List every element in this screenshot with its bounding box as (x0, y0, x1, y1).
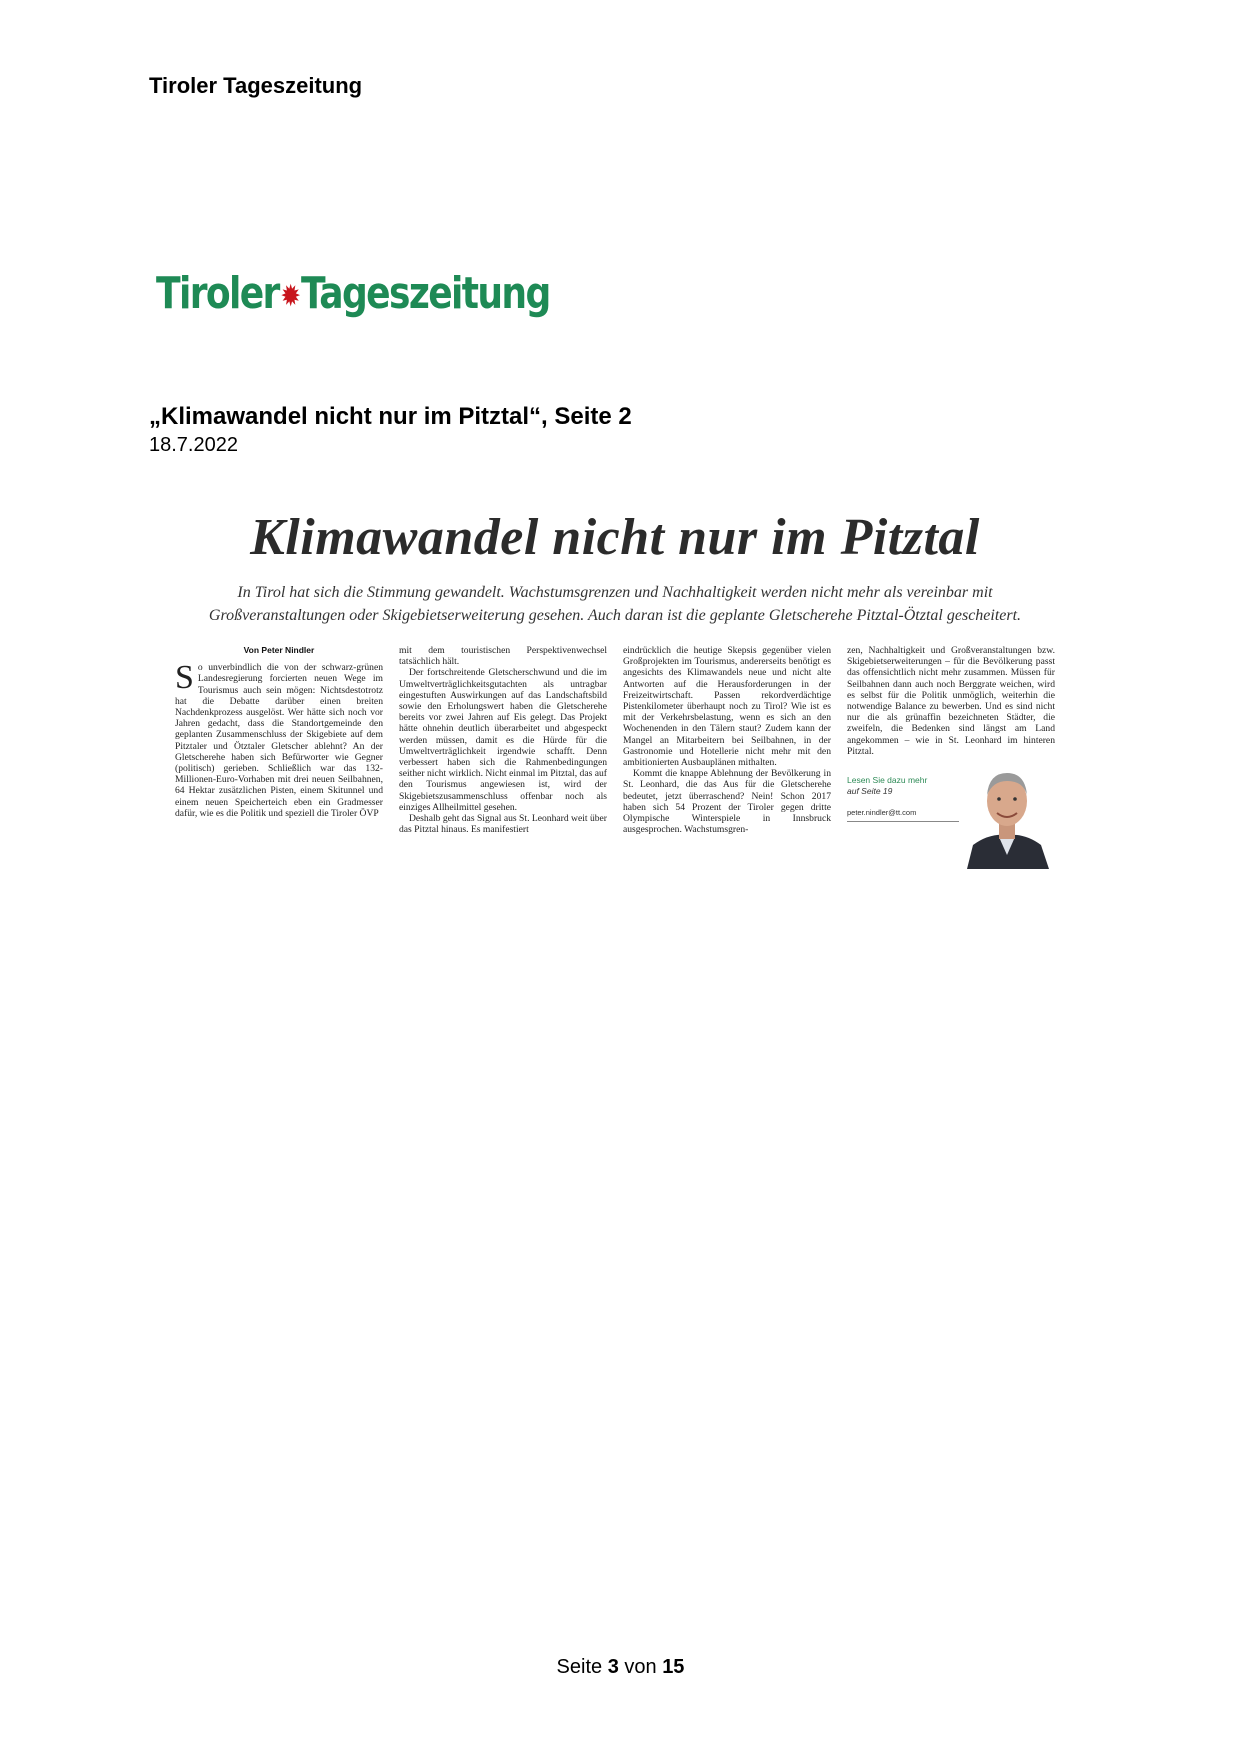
column-4-paragraph-1: zen, Nachhaltigkeit und Großveranstaltungen bzw. Skigebietserweiterungen – für die Bevölkerung passt das offensichtlich nicht mehr zusammen. Müssen für Seilbahnen dann auch noch Berggrate weichen, wird es selbst für die Politik unmöglich, weiterhin die notwendige Balance zu bewerben. Und es sind nicht nur die als grünaffin bezeichneten Städter, die zweifeln, die Bedenken sind längst am Land angekommen – wie in St. Leonhard im hinteren Pitztal. (847, 645, 1055, 757)
column-2 (399, 645, 607, 869)
column-2-paragraph-2: Der fortschreitende Gletscherschwund und die im Umweltverträglichkeitsgutachten als untragbar eingestuften Auswirkungen auf das Landschaftsbild sowie den Erholungswert haben die Gletscherehe bereits vor zwei Jahren auf Eis gelegt. Das Projekt hätte ohnehin deutlich überarbeitet und abgespeckt werden müssen, damit es die Hürde für die Umweltverträglichkeit irgendwie schafft. Denn verbessert haben sich die Rahmenbedingungen seither nicht wirklich. Nicht einmal im Pitztal, das auf den Tourismus angewiesen ist, wird der Skigebietszusammenschluss offenbar noch als einziges Allheilmittel gesehen. (399, 667, 607, 813)
footer-total-pages: 15 (662, 1656, 685, 1678)
clip-date: 18.7.2022 (149, 434, 238, 456)
read-more-line-1: Lesen Sie dazu mehr (847, 775, 928, 786)
logo-right-word: Tageszeitung (300, 268, 550, 319)
column-4 (847, 645, 1055, 869)
column-3-paragraph-2: Kommt die knappe Ablehnung der Bevölkerung in St. Leonhard, die das Aus für die Gletscherehe bedeutet, jetzt überraschend? Nein! Schon 2017 haben sich 54 Prozent der Tiroler gegen dritte Olympische Winterspiele in Innsbruck ausgesprochen. Wachstumsgren- (623, 768, 831, 836)
article-headline: Klimawandel nicht nur im Pitztal (250, 509, 980, 566)
footer-prefix: Seite (556, 1656, 608, 1678)
logo-left-word: Tiroler (156, 268, 279, 319)
page-footer (0, 1656, 1241, 1679)
read-more-line-2: auf Seite 19 (847, 786, 893, 797)
article-lead: In Tirol hat sich die Stimmung gewandelt. Wachstumsgrenzen und Nachhaltigkeit werden nicht mehr als vereinbar mit Großveranstaltungen oder Skigebietserweiterung gesehen. Auch daran ist die geplante Gletscherehe Pitztal-Ötztal gescheitert. (208, 584, 1022, 624)
column-1 (175, 645, 383, 869)
byline: Von Peter Nindler (243, 645, 315, 655)
author-photo (959, 759, 1055, 869)
tyrolean-eagle-icon: ✹ (280, 278, 300, 314)
column-2-paragraph-1: mit dem touristischen Perspektivenwechsel tatsächlich hält. (399, 645, 607, 668)
column-3-paragraph-1: eindrücklich die heutige Skepsis gegenüber vielen Großprojekten im Tourismus, andererseits benötigt es angesichts des Klimawandels neue und nicht alte Antworten auf die Herausforderungen in der Freizeitwirtschaft. Passen rekordverdächtige Pistenkilometer überhaupt noch zu Tirol? Wie ist es mit der Verkehrsbelastung, wenn es sich an den Wochenenden in den Tälern staut? Zudem kann der Mangel an Mitarbeitern bei Seilbahnen, in der Gastronomie und Hotellerie nicht mehr mit den ambitionierten Ausbauplänen mithalten. (623, 645, 831, 769)
article-columns (175, 645, 1055, 869)
article-clipping (175, 508, 1055, 869)
clip-title: „Klimawandel nicht nur im Pitztal“, Seite 2 (149, 403, 632, 430)
footer-middle: von (618, 1656, 663, 1678)
author-email: peter.nindler@tt.com (847, 808, 917, 818)
footer-current-page: 3 (607, 1656, 619, 1678)
column-3 (623, 645, 831, 869)
drop-cap: S (175, 659, 194, 697)
column-1-text: o unverbindlich die von der schwarz-grünen Landesregierung forcierten neuen Wege im Tourismus auch sein mögen: Nichtsdestotrotz hat die Debatte darüber einen breiten Nachdenkprozess ausgelöst. Wer hätte sich noch vor Jahren gedacht, dass die Standortgemeinde den geplanten Zusammenschluss der Skigebiete auf dem Pitztaler und Ötztaler Gletscher ablehnt? An der Gletscherehe haben sich Befürworter wie Gegner (politisch) gerieben. Schließlich war das 132-Millionen-Euro-Vorhaben mit drei neuen Seilbahnen, 64 Hektar zusätzlichen Pisten, einem Skitunnel und einem neuen Speicherteich eben ein Gradmesser dafür, wie es die Politik und speziell die Tiroler ÖVP (175, 662, 383, 819)
publication-name: Tiroler Tageszeitung (149, 73, 363, 98)
newspaper-logo (156, 268, 550, 319)
column-2-paragraph-3: Deshalb geht das Signal aus St. Leonhard weit über das Pitztal hinaus. Es manifestiert (399, 813, 607, 836)
